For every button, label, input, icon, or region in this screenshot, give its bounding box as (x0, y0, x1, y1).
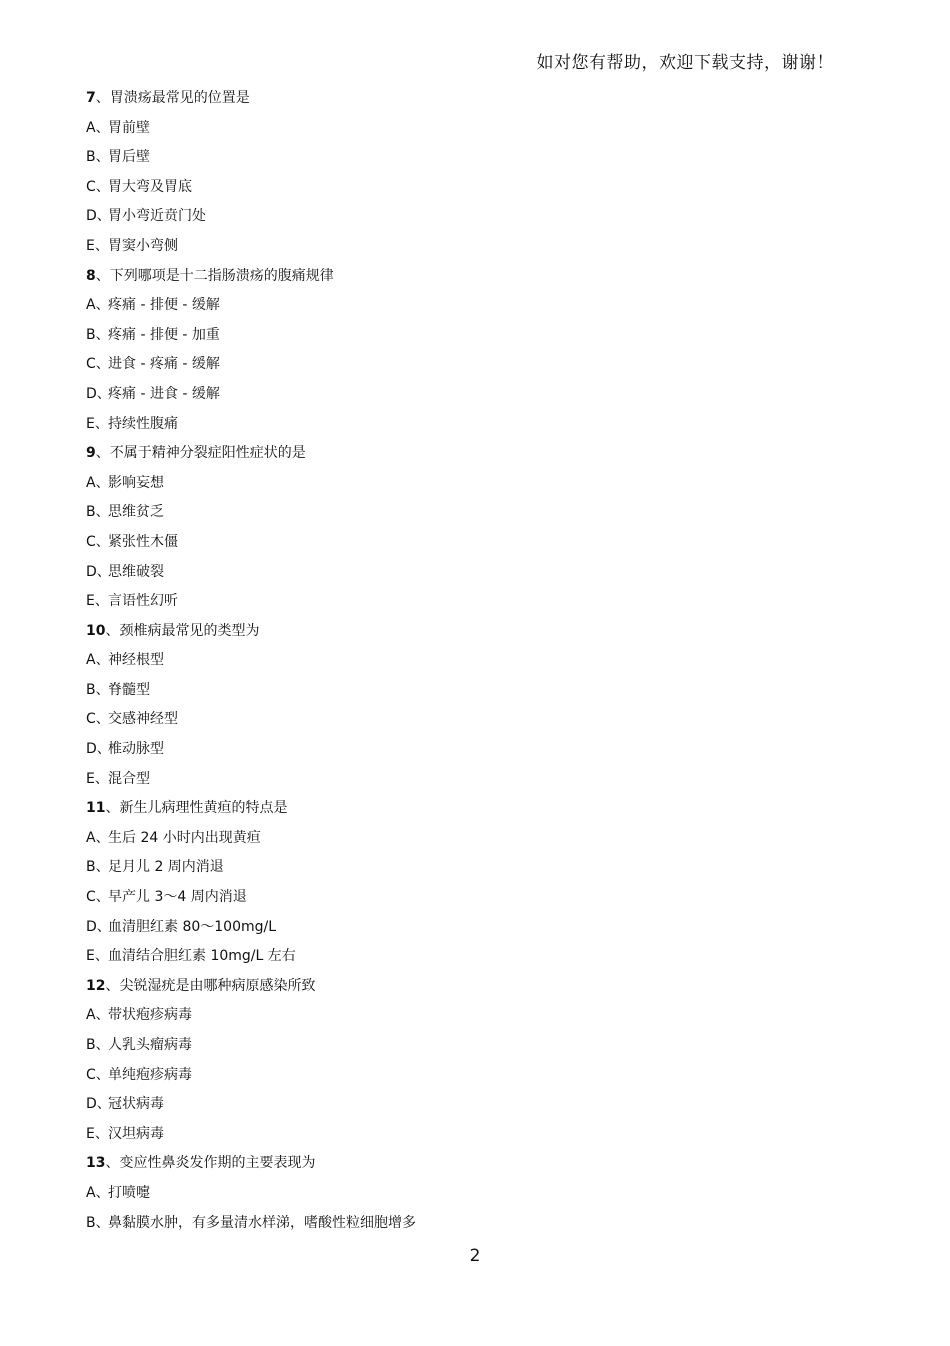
option-item (86, 1090, 866, 1120)
question-8 (86, 262, 866, 292)
option-item (86, 410, 866, 440)
option-text: 冠状病毒 (108, 1096, 164, 1113)
option-text: 胃大弯及胃底 (108, 178, 192, 195)
option-letter: C、 (86, 889, 110, 906)
question-7 (86, 84, 866, 114)
option-text: 胃窦小弯侧 (108, 237, 178, 254)
page-header: 如对您有帮助，欢迎下载支持，谢谢！ (536, 53, 834, 73)
option-item (86, 321, 866, 351)
option-item (86, 1031, 866, 1061)
option-text: 胃后壁 (108, 149, 150, 166)
option-letter: E、 (86, 948, 109, 965)
question-9 (86, 439, 866, 469)
question-text: 、尖锐湿疣是由哪种病原感染所致 (105, 977, 316, 994)
option-letter: D、 (86, 1096, 111, 1113)
option-letter: B、 (86, 859, 110, 876)
page-number: 2 (469, 1246, 481, 1266)
option-letter: D、 (86, 563, 111, 580)
option-letter: A、 (86, 1184, 110, 1201)
option-text: 鼻黏膜水肿，有多量清水样涕，嗜酸性粒细胞增多 (108, 1214, 416, 1231)
option-letter: E、 (86, 770, 109, 787)
option-letter: B、 (86, 504, 110, 521)
question-number: 12 (86, 977, 106, 994)
question-number: 9 (86, 445, 96, 462)
question-text: 、变应性鼻炎发作期的主要表现为 (105, 1155, 316, 1172)
question-text: 、颈椎病最常见的类型为 (105, 622, 260, 639)
question-text: 、胃溃疡最常见的位置是 (95, 90, 250, 106)
option-item (86, 705, 866, 735)
option-item (86, 202, 866, 232)
option-text: 单纯疱疹病毒 (108, 1066, 192, 1083)
option-item (86, 646, 866, 676)
question-number: 8 (86, 267, 96, 284)
option-text: 言语性幻听 (108, 593, 178, 610)
option-item (86, 824, 866, 854)
option-item (86, 676, 866, 706)
question-list (86, 84, 866, 1238)
option-letter: A、 (86, 119, 110, 136)
option-item (86, 143, 866, 173)
option-item (86, 469, 866, 499)
option-text: 进食 - 疼痛 - 缓解 (108, 356, 220, 373)
option-text: 早产儿 3～4 周内消退 (108, 889, 247, 906)
option-text: 汉坦病毒 (108, 1125, 164, 1142)
question-12 (86, 972, 866, 1002)
option-letter: D、 (86, 208, 111, 225)
option-letter: C、 (86, 178, 110, 195)
option-letter: C、 (86, 533, 110, 550)
option-letter: B、 (86, 1214, 110, 1231)
option-item (86, 1061, 866, 1091)
option-text: 神经根型 (108, 652, 164, 669)
option-item (86, 765, 866, 795)
option-letter: A、 (86, 297, 110, 314)
option-letter: B、 (86, 1037, 110, 1053)
option-text: 足月儿 2 周内消退 (108, 859, 224, 876)
option-text: 生后 24 小时内出现黄疸 (108, 829, 261, 846)
option-letter: E、 (86, 1125, 109, 1142)
option-item (86, 114, 866, 144)
option-text: 思维贫乏 (108, 504, 164, 521)
option-text: 胃小弯近贲门处 (108, 208, 206, 225)
option-item (86, 1179, 866, 1209)
option-item (86, 291, 866, 321)
option-letter: A、 (86, 474, 110, 491)
option-letter: B、 (86, 326, 110, 343)
option-text: 影响妄想 (108, 474, 164, 491)
question-number: 10 (86, 622, 106, 639)
question-11 (86, 794, 866, 824)
option-item (86, 853, 866, 883)
option-letter: E、 (86, 237, 109, 254)
question-text: 、新生儿病理性黄疸的特点是 (105, 800, 288, 817)
option-item (86, 528, 866, 558)
option-text: 人乳头瘤病毒 (108, 1037, 192, 1053)
option-text: 持续性腹痛 (108, 415, 178, 432)
option-letter: E、 (86, 593, 109, 610)
option-text: 脊髓型 (108, 681, 150, 698)
option-text: 疼痛 - 排便 - 缓解 (108, 297, 220, 314)
option-text: 交感神经型 (108, 711, 178, 728)
option-letter: A、 (86, 652, 110, 669)
option-item (86, 498, 866, 528)
option-letter: D、 (86, 741, 111, 758)
option-item (86, 558, 866, 588)
option-letter: A、 (86, 829, 110, 846)
question-13 (86, 1149, 866, 1179)
option-item (86, 232, 866, 262)
question-text: 、不属于精神分裂症阳性症状的是 (95, 445, 306, 462)
option-text: 紧张性木僵 (108, 533, 178, 550)
option-text: 思维破裂 (108, 563, 164, 580)
question-number: 13 (86, 1155, 106, 1172)
option-letter: D、 (86, 918, 111, 935)
option-text: 疼痛 - 进食 - 缓解 (108, 385, 220, 402)
option-item (86, 380, 866, 410)
option-text: 胃前壁 (108, 119, 150, 136)
option-text: 血清结合胆红素 10mg/L 左右 (108, 948, 296, 965)
option-letter: B、 (86, 681, 110, 698)
option-item (86, 883, 866, 913)
option-letter: D、 (86, 385, 111, 402)
option-text: 疼痛 - 排便 - 加重 (108, 326, 220, 343)
option-item (86, 1209, 866, 1239)
option-item (86, 942, 866, 972)
option-letter: A、 (86, 1007, 110, 1024)
option-letter: E、 (86, 415, 109, 432)
question-text: 、下列哪项是十二指肠溃疡的腹痛规律 (95, 267, 334, 284)
question-number: 11 (86, 800, 106, 817)
option-item (86, 587, 866, 617)
option-letter: C、 (86, 711, 110, 728)
option-letter: C、 (86, 1066, 110, 1083)
option-text: 血清胆红素 80～100mg/L (108, 918, 277, 935)
option-letter: C、 (86, 356, 110, 373)
option-item (86, 1120, 866, 1150)
option-item (86, 350, 866, 380)
option-text: 椎动脉型 (108, 741, 164, 758)
question-number: 7 (86, 90, 96, 106)
option-text: 带状疱疹病毒 (108, 1007, 192, 1024)
question-10 (86, 617, 866, 647)
option-item (86, 173, 866, 203)
option-item (86, 913, 866, 943)
option-text: 混合型 (108, 770, 150, 787)
option-item (86, 735, 866, 765)
option-text: 打喷嚏 (108, 1184, 150, 1201)
option-letter: B、 (86, 149, 110, 166)
option-item (86, 1001, 866, 1031)
